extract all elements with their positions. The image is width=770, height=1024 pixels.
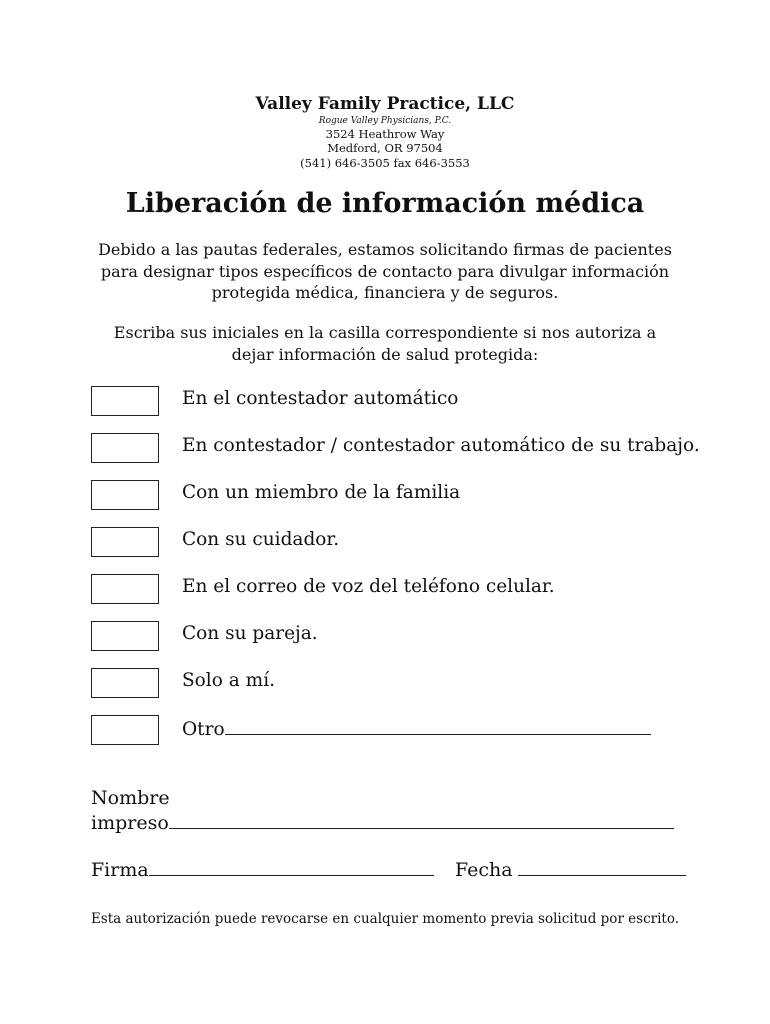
signature-line[interactable] [149, 858, 434, 876]
initials-box[interactable] [91, 621, 159, 651]
intro-paragraph: Debido a las pautas federales, estamos solicitando firmas de pacientes para designar tipos específicos de contacto para divulgar información protegida médica, financiera y de seguros. [98, 240, 672, 302]
address-line-2: Medford, OR 97504 [327, 141, 443, 155]
option-label: Otro [182, 719, 225, 740]
option-row [91, 433, 711, 463]
printed-name-label-line2: impreso [91, 812, 169, 834]
initials-box[interactable] [91, 386, 159, 416]
option-row [91, 621, 711, 651]
printed-name-field [91, 811, 674, 834]
option-label: En el correo de voz del teléfono celular. [182, 576, 555, 597]
initials-box[interactable] [91, 527, 159, 557]
option-label: Solo a mí. [182, 670, 275, 691]
footer-note: Esta autorización puede revocarse en cualquier momento previa solicitud por escrito. [90, 911, 680, 927]
option-other [182, 717, 651, 740]
option-row [91, 715, 711, 745]
signature-label: Firma [91, 859, 149, 881]
printed-name-line[interactable] [169, 811, 674, 829]
option-label: En contestador / contestador automático de su trabajo. [182, 435, 700, 456]
phone-fax: (541) 646-3505 fax 646-3553 [300, 156, 470, 170]
option-row [91, 527, 711, 557]
option-row [91, 574, 711, 604]
document-title: Liberación de información médica [125, 188, 645, 219]
practice-subtitle: Rogue Valley Physicians, P.C. [318, 116, 452, 126]
initials-box[interactable] [91, 480, 159, 510]
instructions-paragraph: Escriba sus iniciales en la casilla correspondiente si nos autoriza a dejar información de salud protegida: [113, 323, 657, 364]
signature-field [91, 858, 434, 881]
initials-box[interactable] [91, 668, 159, 698]
option-label: En el contestador automático [182, 388, 459, 409]
option-row [91, 668, 711, 698]
date-label: Fecha [455, 859, 513, 881]
option-label: Con su pareja. [182, 623, 318, 644]
initials-box[interactable] [91, 433, 159, 463]
option-label: Con un miembro de la familia [182, 482, 461, 503]
other-write-line[interactable] [225, 717, 651, 735]
address-line-1: 3524 Heathrow Way [325, 127, 445, 141]
option-row [91, 386, 711, 416]
date-field [455, 858, 686, 881]
option-label: Con su cuidador. [182, 529, 340, 550]
option-row [91, 480, 711, 510]
initials-box[interactable] [91, 715, 159, 745]
initials-box[interactable] [91, 574, 159, 604]
date-line[interactable] [518, 858, 686, 876]
printed-name-label-line1: Nombre [91, 787, 170, 809]
practice-name: Valley Family Practice, LLC [255, 94, 515, 114]
